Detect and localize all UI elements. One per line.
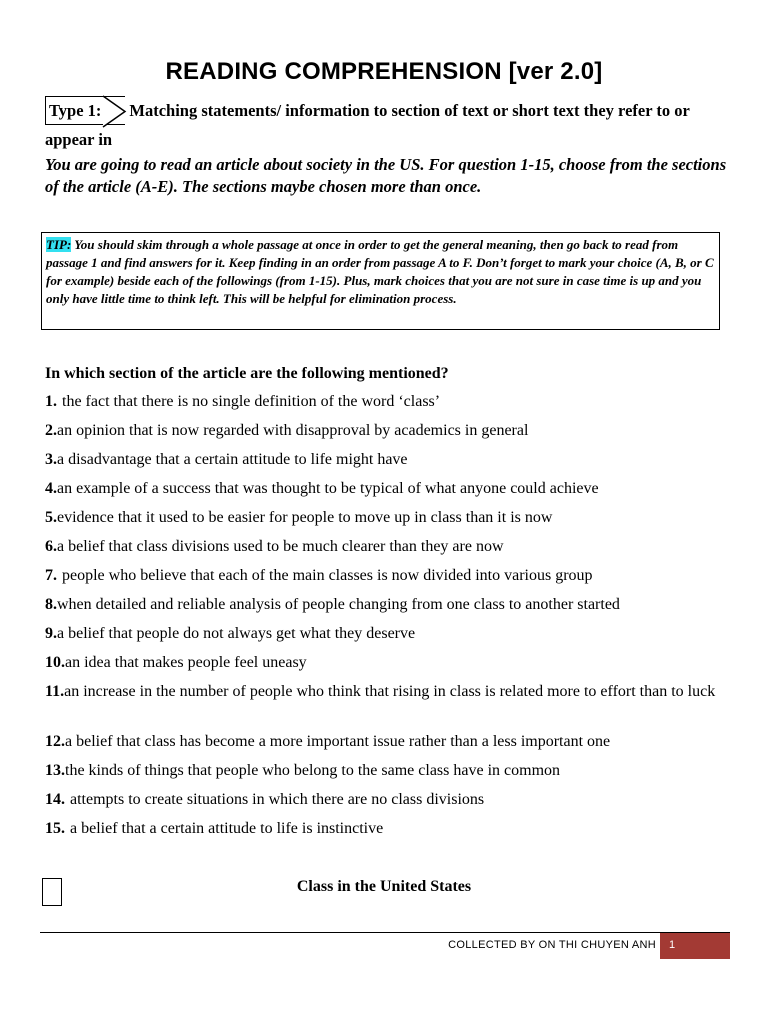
section-title: Class in the United States [296,878,472,895]
question-item [45,392,735,412]
type-heading [45,96,735,154]
question-number: 15. [45,820,65,837]
task-description: You are going to read an article about society in the US. For question 1-15, choose from the sections of the article (A-E). The sections maybe chosen more than once. [45,155,727,196]
question-number: 13. [45,762,65,779]
question-number: 14. [45,791,65,808]
tip-text: You should skim through a whole passage at once in order to get the general meaning, then go back to read from passage 1 and find answers for it. Keep finding in an order from passage A to F. Don’t forget to mark your choice (A, B, or C for example) beside each of the followings (from 1-15). Plus, mark choices that you are not sure in case time is up and you only have little time to think left. This will be helpful for elimination process. [46,237,714,306]
question-number: 10. [45,654,65,671]
question-number: 1. [45,393,57,410]
question-number: 8. [45,596,57,613]
question-text: evidence that it used to be easier for people to move up in class than it is now [57,509,553,526]
question-text: a belief that people do not always get what they deserve [57,625,416,642]
page-title: READING COMPREHENSION [ver 2.0] [165,58,603,85]
question-text: a belief that a certain attitude to life is instinctive [70,820,384,837]
type-badge [45,96,125,125]
question-number: 4. [45,480,57,497]
question-item [45,732,735,752]
question-item [45,479,735,499]
question-text: a disadvantage that a certain attitude to life might have [57,451,408,468]
question-text: an example of a success that was thought to be typical of what anyone could achieve [57,480,599,497]
arrow-tab-icon [101,95,127,128]
question-number: 9. [45,625,57,642]
question-text: people who believe that each of the main classes is now divided into various group [62,567,593,584]
question-text: an idea that makes people feel uneasy [65,654,307,671]
question-text: an increase in the number of people who think that rising in class is related more to effort than to luck [64,683,716,700]
tip-box [41,232,720,330]
question-item [45,624,735,644]
question-number: 12. [45,733,65,750]
question-item [45,508,735,528]
question-number: 7. [45,567,57,584]
question-item [45,595,735,615]
question-number: 6. [45,538,57,555]
question-number: 5. [45,509,57,526]
question-item [45,653,735,673]
question-item [45,537,735,557]
type-description: Matching statements/ information to section of text or short text they refer to or appear in [45,101,690,149]
question-number: 3. [45,451,57,468]
type-label: Type 1: [49,101,102,120]
question-number: 2. [45,422,57,439]
footer-collected-by: COLLECTED BY ON THI CHUYEN ANH [448,939,656,951]
question-intro: In which section of the article are the following mentioned? [45,365,449,382]
question-item [45,819,735,839]
question-text: the fact that there is no single definition of the word ‘class’ [62,393,441,410]
question-text: attempts to create situations in which there are no class divisions [70,791,485,808]
page-number-badge: 1 [660,933,730,959]
question-text: a belief that class has become a more important issue rather than a less important one [65,733,611,750]
question-text: an opinion that is now regarded with disapproval by academics in general [57,422,529,439]
question-item [45,450,735,470]
question-item [45,790,735,810]
footer-rule [40,932,730,933]
question-item [45,566,735,586]
question-item [45,421,735,441]
answer-box-icon [42,878,62,906]
question-number: 11. [45,683,65,700]
question-text: when detailed and reliable analysis of people changing from one class to another started [57,596,620,613]
question-text: a belief that class divisions used to be much clearer than they are now [57,538,504,555]
question-text: the kinds of things that people who belong to the same class have in common [65,762,561,779]
tip-label: TIP: [46,237,72,252]
question-item [45,682,735,702]
question-item [45,761,735,781]
